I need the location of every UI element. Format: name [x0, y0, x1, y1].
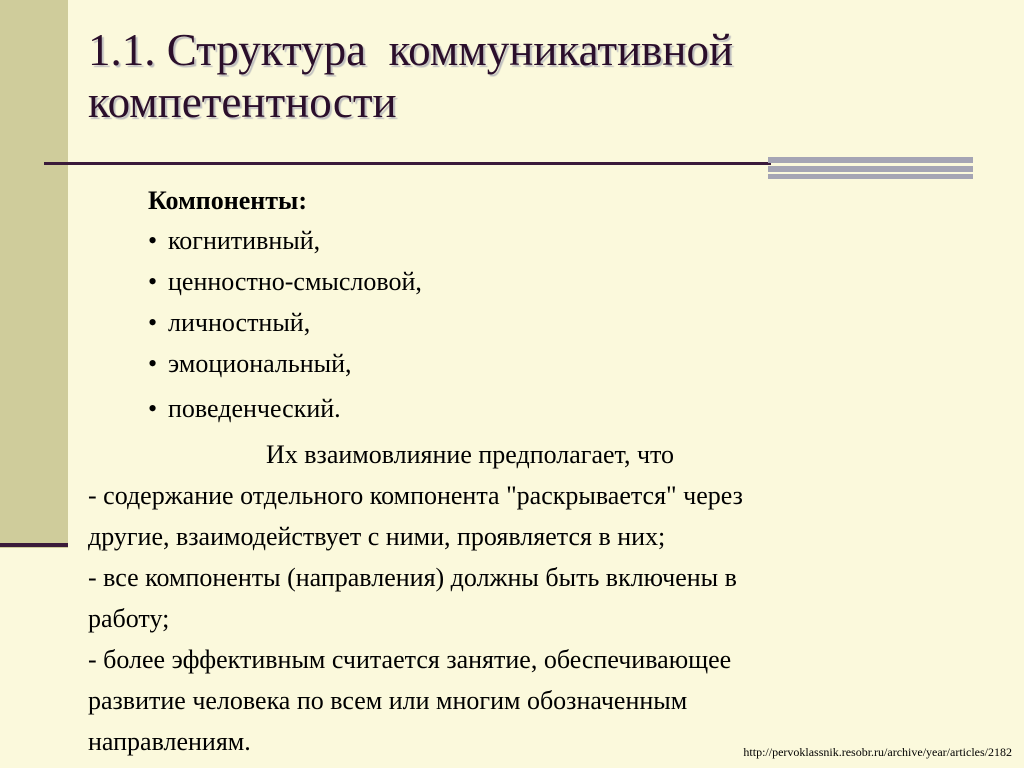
list-item: [148, 261, 422, 302]
body-line: другие, взаимодействует с ними, проявляется в них;: [88, 522, 666, 551]
bullet-icon: •: [148, 226, 158, 255]
divider-bar-decoration: [768, 157, 973, 163]
body-line: направлениям.: [88, 727, 251, 756]
components-heading: Компоненты:: [148, 186, 307, 215]
components-list: [148, 182, 422, 429]
divider-bar-decoration: [768, 166, 973, 172]
slide-title: [88, 24, 733, 128]
body-line: развитие человека по всем или многим обозначенным: [88, 686, 688, 715]
divider-bar-decoration: [768, 174, 973, 179]
bullet-icon: •: [148, 308, 158, 337]
list-item: [148, 302, 422, 343]
bullet-icon: •: [148, 267, 158, 296]
body-line: - более эффективным считается занятие, обеспечивающее: [88, 645, 732, 674]
slide-title-line-1: 1.1. Структура коммуникативной: [88, 25, 734, 75]
list-item-text: когнитивный,: [168, 226, 321, 255]
title-divider-line: [44, 162, 771, 165]
list-item: [148, 220, 422, 261]
source-url[interactable]: http://pervoklassnik.resobr.ru/archive/year/articles/2182: [743, 745, 1012, 759]
body-line: работу;: [88, 604, 170, 633]
bullet-icon: •: [148, 349, 158, 378]
list-item-text: ценностно-смысловой,: [168, 267, 422, 296]
slide-title-line-2: компетентности: [88, 77, 397, 127]
list-item-text: эмоциональный,: [168, 349, 352, 378]
list-item: [148, 388, 422, 429]
lead-sentence: Их взаимовлияние предполагает, что: [266, 440, 675, 469]
left-side-band: [0, 0, 68, 548]
list-item: [148, 343, 422, 384]
body-paragraph: [88, 434, 968, 762]
left-side-accent-line: [0, 543, 68, 547]
list-item-text: личностный,: [168, 308, 311, 337]
bullet-icon: •: [148, 394, 158, 423]
body-line: - все компоненты (направления) должны быть включены в: [88, 563, 737, 592]
list-item-text: поведенческий.: [168, 394, 341, 423]
body-line: - содержание отдельного компонента "раскрывается" через: [88, 481, 743, 510]
